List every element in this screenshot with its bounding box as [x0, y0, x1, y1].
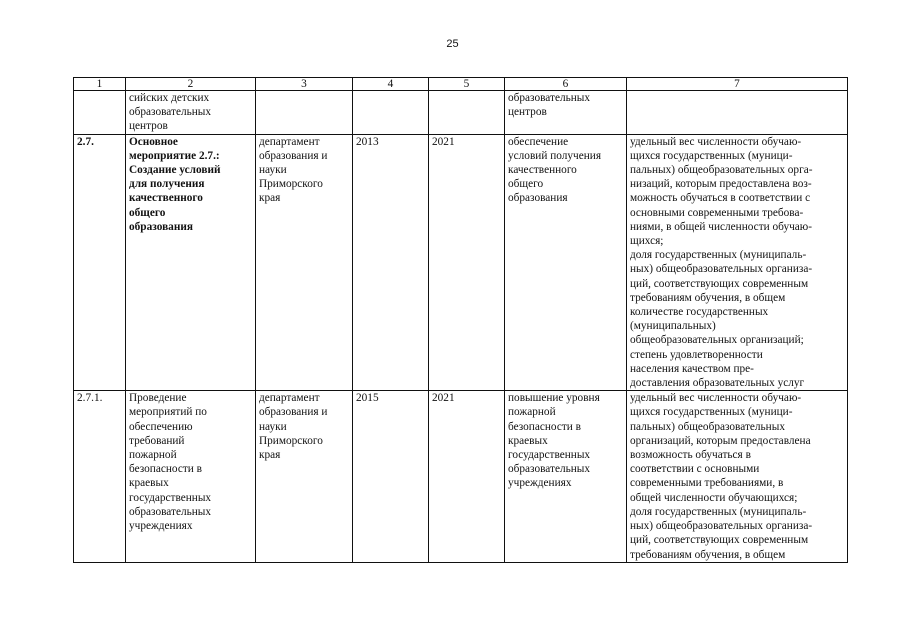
indicators-cell: удельный вес численности обучаю- щихся государственных (муници- пальных) общеобразовательных организаций, которым предоставлена возможность обучаться в соответствии с основными современными требованиями, в общей численности обучающихся; доля государственных (муниципаль- ных) общеобразовательных организа- ций, соответствующих современным требованиям обучения, в общем — [627, 391, 848, 562]
column-header: 2 — [126, 78, 256, 91]
executor-cell: департамент образования и науки Приморского края — [256, 134, 353, 391]
indicators-cell: удельный вес численности обучаю- щихся государственных (муници- пальных) общеобразовательных орга- низаций, которым предоставлена воз- можность обучаться в соответствии с основными современными требова- ниями, в общей численности обучаю- щихся; доля государственных (муниципаль- ных) общеобразовательных организа- ций, соответствующих современным требованиям обучения, в общем количестве государственных (муниципальных) общеобразовательных организаций; степень удовлетворенности населения качеством пре- доставления образовательных услуг — [627, 134, 848, 391]
result-cell: образовательных центров — [505, 91, 627, 135]
end-year-cell — [429, 91, 505, 135]
start-year-cell: 2015 — [353, 391, 429, 562]
result-cell: обеспечение условий получения качественного общего образования — [505, 134, 627, 391]
table-row-2-7 — [74, 134, 848, 391]
table-row-2-7-1 — [74, 391, 848, 562]
activity-cell: Основное мероприятие 2.7.: Создание условий для получения качественного общего образования — [126, 134, 256, 391]
program-activities-table — [73, 77, 848, 563]
end-year-cell: 2021 — [429, 134, 505, 391]
executor-cell: департамент образования и науки Приморского края — [256, 391, 353, 562]
column-header: 4 — [353, 78, 429, 91]
column-header: 6 — [505, 78, 627, 91]
executor-cell — [256, 91, 353, 135]
column-header: 3 — [256, 78, 353, 91]
result-cell: повышение уровня пожарной безопасности в краевых государственных образовательных учреждениях — [505, 391, 627, 562]
indicators-cell — [627, 91, 848, 135]
activity-cell: Проведение мероприятий по обеспечению требований пожарной безопасности в краевых государственных образовательных учреждениях — [126, 391, 256, 562]
column-header-row — [74, 78, 848, 91]
continuation-row — [74, 91, 848, 135]
activity-cell: сийских детских образовательных центров — [126, 91, 256, 135]
start-year-cell — [353, 91, 429, 135]
column-header: 1 — [74, 78, 126, 91]
row-number-cell: 2.7. — [74, 134, 126, 391]
start-year-cell: 2013 — [353, 134, 429, 391]
column-header: 5 — [429, 78, 505, 91]
column-header: 7 — [627, 78, 848, 91]
row-number-cell — [74, 91, 126, 135]
row-number-cell: 2.7.1. — [74, 391, 126, 562]
end-year-cell: 2021 — [429, 391, 505, 562]
page-number: 25 — [446, 38, 459, 50]
